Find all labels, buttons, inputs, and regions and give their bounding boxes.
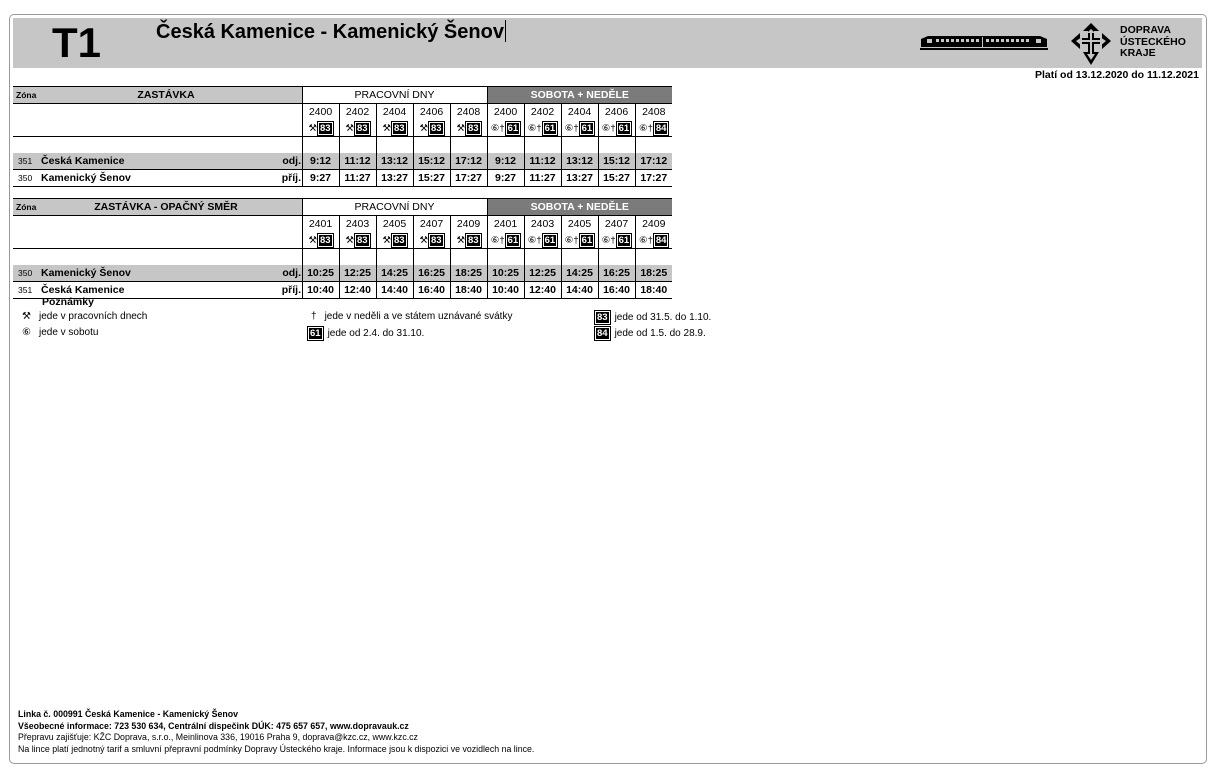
symbol-cell (376, 232, 413, 249)
time-cell: 13:27 (376, 170, 413, 187)
weekend-header: SOBOTA + NEDĚLE (487, 199, 672, 216)
badge: 83 (356, 234, 368, 246)
time-cell: 15:12 (598, 153, 635, 170)
badge: 61 (310, 328, 321, 339)
saturday-sunday-icon: ⑥† (639, 122, 653, 134)
weekend-header: SOBOTA + NEDĚLE (487, 87, 672, 104)
note-text: jede v pracovních dnech (38, 311, 148, 322)
symbol-cell (561, 120, 598, 137)
badge: 61 (618, 234, 630, 246)
symbol-row (13, 232, 672, 249)
badge: 61 (507, 122, 519, 134)
timetable-direction-1 (13, 86, 672, 187)
time-cell: 14:25 (376, 265, 413, 282)
hammers-icon: ⚒ (382, 122, 391, 134)
brand-line: KRAJE (1120, 47, 1156, 59)
saturday-sunday-icon: ⑥† (601, 122, 616, 134)
stop-cell (13, 153, 302, 170)
badge: 84 (655, 122, 667, 134)
time-cell: 15:27 (413, 170, 450, 187)
hammers-icon: ⚒ (456, 234, 465, 246)
time-cell: 13:27 (561, 170, 598, 187)
time-cell: 16:25 (413, 265, 450, 282)
train-number: 2409 (635, 216, 672, 233)
empty-cell (13, 120, 302, 137)
time-cell: 9:12 (302, 153, 339, 170)
symbol-cell (524, 120, 561, 137)
time-cell: 12:25 (524, 265, 561, 282)
stop-type: odj. (282, 155, 301, 167)
badge: 83 (356, 122, 368, 134)
symbol-cell (376, 120, 413, 137)
note-text: jede od 2.4. do 31.10. (327, 328, 425, 339)
zone-number: 351 (18, 285, 33, 295)
symbol-cell (524, 232, 561, 249)
zone-number: 350 (18, 173, 33, 183)
symbol-cell (487, 232, 524, 249)
route-title-text: Česká Kamenice - Kamenický Šenov (156, 21, 504, 43)
table-header-row (13, 87, 672, 104)
time-cell: 16:40 (598, 282, 635, 299)
symbol-cell (413, 232, 450, 249)
train-number: 2403 (524, 216, 561, 233)
brand-text (1120, 25, 1186, 60)
symbol-cell (450, 120, 487, 137)
saturday-icon: ⑥ (22, 327, 31, 338)
time-cell: 9:12 (487, 153, 524, 170)
badge: 84 (597, 328, 608, 339)
time-cell: 12:25 (339, 265, 376, 282)
symbol-cell (635, 232, 672, 249)
zone-number: 350 (18, 268, 33, 278)
stop-type: příj. (281, 284, 301, 296)
validity-period: Platí od 13.12.2020 do 11.12.2021 (1034, 69, 1199, 81)
train-number: 2405 (376, 216, 413, 233)
time-cell: 18:40 (450, 282, 487, 299)
brand-line: ÚSTECKÉHO (1120, 35, 1186, 48)
time-cell: 18:25 (635, 265, 672, 282)
badge: 83 (393, 234, 405, 246)
badge: 83 (467, 122, 479, 134)
hammers-icon: ⚒ (419, 234, 428, 246)
badge: 83 (430, 122, 442, 134)
train-number: 2402 (339, 104, 376, 121)
brand-line: DOPRAVA (1120, 24, 1171, 36)
stop-type: příj. (281, 172, 301, 184)
symbol-cell (302, 120, 339, 137)
stop-header: ZASTÁVKA (137, 89, 195, 101)
time-cell: 14:40 (376, 282, 413, 299)
saturday-sunday-icon: ⑥† (490, 234, 505, 246)
badge: 83 (393, 122, 405, 134)
badge: 61 (507, 234, 519, 246)
time-cell: 10:25 (302, 265, 339, 282)
time-cell: 15:27 (598, 170, 635, 187)
badge: 61 (544, 234, 556, 246)
stop-header-cell (13, 87, 302, 104)
train-number: 2406 (598, 104, 635, 121)
hammers-icon: ⚒ (345, 122, 354, 134)
cross-icon: † (311, 311, 317, 322)
zone-header: Zóna (16, 202, 37, 212)
symbol-row (13, 120, 672, 137)
note-text: jede od 1.5. do 28.9. (614, 328, 706, 339)
train-icon (918, 34, 1050, 52)
stop-cell (13, 265, 302, 282)
symbol-cell (413, 120, 450, 137)
time-cell: 9:27 (487, 170, 524, 187)
note-text: jede od 31.5. do 1.10. (614, 312, 712, 323)
train-number-row (13, 216, 672, 233)
train-number: 2406 (413, 104, 450, 121)
time-cell: 11:12 (339, 153, 376, 170)
note-text: jede v neděli a ve státem uznávané svátky (324, 311, 513, 322)
time-cell: 17:12 (450, 153, 487, 170)
badge: 83 (597, 312, 608, 323)
train-number: 2404 (561, 104, 598, 121)
symbol-cell (339, 232, 376, 249)
stop-name: Kamenický Šenov (41, 267, 131, 279)
train-number: 2409 (450, 216, 487, 233)
saturday-sunday-icon: ⑥† (490, 122, 505, 134)
badge: 61 (618, 122, 630, 134)
note-item (308, 327, 424, 340)
stop-cell (13, 170, 302, 187)
train-number: 2407 (413, 216, 450, 233)
badge: 84 (655, 234, 667, 246)
time-cell: 11:27 (524, 170, 561, 187)
saturday-sunday-icon: ⑥† (527, 122, 542, 134)
train-number: 2407 (598, 216, 635, 233)
badge: 83 (430, 234, 442, 246)
weekday-header: PRACOVNÍ DNY (302, 199, 487, 216)
saturday-sunday-icon: ⑥† (564, 122, 579, 134)
note-item (595, 311, 711, 324)
train-number: 2405 (561, 216, 598, 233)
train-number: 2404 (376, 104, 413, 121)
badge: 61 (581, 122, 593, 134)
train-number: 2402 (524, 104, 561, 121)
route-title (156, 20, 506, 44)
stop-header: ZASTÁVKA - OPAČNÝ SMĚR (94, 201, 238, 213)
time-cell: 12:40 (339, 282, 376, 299)
train-number: 2403 (339, 216, 376, 233)
zone-header: Zóna (16, 90, 37, 100)
train-number: 2401 (487, 216, 524, 233)
time-cell: 9:27 (302, 170, 339, 187)
footer (18, 709, 534, 755)
note-item (311, 311, 512, 322)
note-item (595, 327, 706, 340)
spacer-row (13, 249, 672, 266)
time-cell: 12:40 (524, 282, 561, 299)
hammers-icon: ⚒ (382, 234, 391, 246)
stop-type: odj. (282, 267, 301, 279)
badge: 61 (581, 234, 593, 246)
time-cell: 17:27 (450, 170, 487, 187)
weekday-header: PRACOVNÍ DNY (302, 87, 487, 104)
symbol-cell (487, 120, 524, 137)
stop-row (13, 265, 672, 282)
badge: 83 (319, 122, 331, 134)
time-cell: 10:40 (302, 282, 339, 299)
time-cell: 11:12 (524, 153, 561, 170)
time-cell: 18:25 (450, 265, 487, 282)
empty-cell (13, 216, 302, 233)
timetable-direction-2 (13, 198, 672, 299)
empty-cell (13, 232, 302, 249)
hammers-icon: ⚒ (22, 311, 31, 322)
saturday-sunday-icon: ⑥† (564, 234, 579, 246)
symbol-cell (598, 232, 635, 249)
symbol-cell (450, 232, 487, 249)
time-cell: 15:12 (413, 153, 450, 170)
stop-name: Kamenický Šenov (41, 172, 131, 184)
time-cell: 16:25 (598, 265, 635, 282)
hammers-icon: ⚒ (419, 122, 428, 134)
train-number: 2400 (487, 104, 524, 121)
train-number: 2400 (302, 104, 339, 121)
hammers-icon: ⚒ (456, 122, 465, 134)
hammers-icon: ⚒ (345, 234, 354, 246)
symbol-cell (561, 232, 598, 249)
footer-line-number: Linka č. 000991 Česká Kamenice - Kamenický Šenov (18, 709, 239, 719)
stop-name: Česká Kamenice (41, 284, 125, 296)
text-caret (505, 20, 506, 42)
symbol-cell (635, 120, 672, 137)
empty-cell (13, 104, 302, 121)
stop-row (13, 170, 672, 187)
line-code: T1 (52, 19, 102, 66)
stop-row (13, 153, 672, 170)
time-cell: 14:25 (561, 265, 598, 282)
symbol-cell (598, 120, 635, 137)
badge: 83 (319, 234, 331, 246)
footer-operator: Přepravu zajišťuje: KŽC Doprava, s.r.o., Meinlinova 336, 19016 Praha 9, doprava@kzc.cz, www.kzc.cz (18, 732, 418, 743)
note-item (22, 311, 147, 322)
hammers-icon: ⚒ (308, 122, 317, 134)
time-cell: 14:40 (561, 282, 598, 299)
train-number-row (13, 104, 672, 121)
footer-info: Všeobecné informace: 723 530 634, Centrální dispečink DÚK: 475 657 657, www.dopravauk.cz (18, 720, 409, 731)
time-cell: 13:12 (376, 153, 413, 170)
stop-name: Česká Kamenice (41, 155, 125, 167)
zone-number: 351 (18, 156, 33, 166)
time-cell: 10:25 (487, 265, 524, 282)
spacer-row (13, 137, 672, 154)
time-cell: 16:40 (413, 282, 450, 299)
notes-title: Poznámky (42, 296, 94, 308)
badge: 61 (544, 122, 556, 134)
train-number: 2408 (450, 104, 487, 121)
time-cell: 10:40 (487, 282, 524, 299)
footer-tariff: Na lince platí jednotný tarif a smluvní přepravní podmínky Dopravy Ústeckého kraje. Informace jsou k dispozici ve vozidlech na lince. (18, 743, 535, 754)
train-number: 2401 (302, 216, 339, 233)
saturday-sunday-icon: ⑥† (639, 234, 653, 246)
train-number: 2408 (635, 104, 672, 121)
table-header-row (13, 199, 672, 216)
time-cell: 18:40 (635, 282, 672, 299)
stop-header-cell (13, 199, 302, 216)
time-cell: 13:12 (561, 153, 598, 170)
hammers-icon: ⚒ (308, 234, 317, 246)
time-cell: 17:27 (635, 170, 672, 187)
stop-row (13, 282, 672, 299)
time-cell: 17:12 (635, 153, 672, 170)
symbol-cell (339, 120, 376, 137)
saturday-sunday-icon: ⑥† (601, 234, 616, 246)
saturday-sunday-icon: ⑥† (527, 234, 542, 246)
note-item (22, 327, 98, 338)
note-text: jede v sobotu (38, 327, 99, 338)
symbol-cell (302, 232, 339, 249)
doprava-logo-icon (1066, 22, 1116, 66)
badge: 83 (467, 234, 479, 246)
time-cell: 11:27 (339, 170, 376, 187)
